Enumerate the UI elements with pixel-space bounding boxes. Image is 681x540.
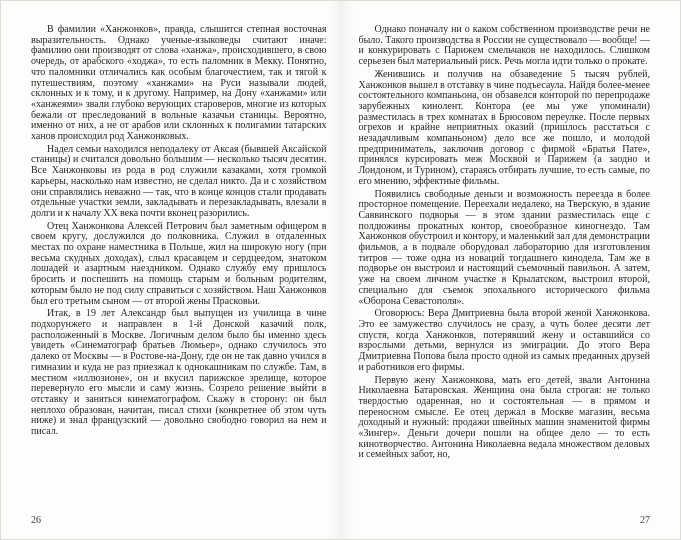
- paragraph: Оговорюсь: Вера Дмитриевна была второй женой Ханжонкова. Это ее замужество случилось не сразу, а чуть более десяти лет спустя, когда Ханжонков, потерявший жену и оставшийся со взрослыми детьми, вернулся из эмиграции. До этого Вера Дмитриевна Попова была просто одной из самых преданных друзей и работников его фирмы.: [358, 308, 650, 373]
- paragraph: Надел семьи находился неподалеку от Аксая (бывшей Аксайской станицы) и считался довольно большим — несколько тысяч десятин. Все Ханжонковы из рода в род служили казаками, хотя громкой карьеры, насколько нам известно, не сделал никто. Да и с хозяйством они справлялись неважно — так, что в конце концов стали продавать отдельные участки земли, закладывать и перезакладывать, влезали в долги и к началу XX века почти вконец разорились.: [31, 143, 327, 219]
- page-number-left: 26: [31, 515, 41, 526]
- page-number-right: 27: [640, 515, 650, 526]
- paragraph: Однако поначалу ни о каком собственном производстве речи не было. Такого производства в России не существовало — вообще! — и конкурировать с Парижем смельчаков не находилось. Слишком серьезен был материальный риск. Речь могла идти только о прокате.: [358, 24, 650, 68]
- right-page: [341, 1, 681, 539]
- paragraph: Появились свободные деньги и возможность переезда в более просторное помещение. Переехали недалеко, на Тверскую, в здание Саввинского подворья — в этом здании разместилась еще с полдюжины прокатных контор, своеобразное киногнездо. Там Ханжонков обустроил и контору, и маленький зал для демонстрации фильмов, а в подвале оборудовал лабораторию для изготовления титров — тоже одна из новаций тогдашнего кинодела. Там же в подворье он выстроил и настоящий съемочный павильон. А затем, уже на своем личном участке в Крылатском, выстроил второй, специально для съемок эпохального исторического фильма «Оборона Севастополя».: [358, 188, 650, 307]
- paragraph: Первую жену Ханжонкова, мать его детей, звали Антонина Николаевна Батаровская. Женщина она была строгая: не только твердостью одаренная, но и состоятельная — в прямом и переносном смысле. Ее отец держал в Москве магазин, весьма доходный и нужный: продажи швейных машин знаменитой фирмы «Зингер». Деньги дочери пошли на общее дело — то есть кинотворчество. Антонина Николаевна ведала множеством деловых и семейных забот, но,: [358, 374, 650, 461]
- paragraph: Женившись и получив на обзаведение 5 тысяч рублей, Ханжонков вышел в отставку в чине подъесаула. Найдя более-менее состоятельного компаньона, он обзавелся конторой по перепродаже зарубежных кинолент. Контора (ее мы уже упоминали) разместилась в трех комнатах в Брюсовом переулке. После первых огрехов и крайне неприятных оказий (пришлось расстаться с незадачливым компаньоном) дело все же пошло, и молодой предприниматель, заключив договор с фирмой «Братья Пате», принялся курсировать меж Москвой и Парижем (а заодно и Лондоном, и Турином), стараясь отбирать лучшие, то есть самые, по его мнению, эффектные фильмы.: [358, 68, 650, 187]
- paragraph: Отец Ханжонкова Алексей Петрович был заметным офицером в своем кругу, дослужился до полковника. Служил в отдаленных местах по охране наместника в Польше, жил на широкую ногу (при весьма скудных доходах), слыл красавцем и сердцеедом, знатоком лошадей и азартным наездником. Однако службу ему пришлось бросить и поспешить на помощь старым и больным родителям, которым было не под силу справиться с хозяйством. Наш Ханжонков был его третьим сыном — от второй жены Прасковьи.: [31, 220, 327, 307]
- paragraph: Итак, в 19 лет Александр был выпущен из училища в чине подхорунжего и направлен в 1-й Донской казачий полк, расположенный в Москве. Логичным делом было бы именно здесь увидеть «Синематограф братьев Люмьер», однако случилось это далеко от Москвы — в Ростове-на-Дону, где он не так давно учился в гимназии и куда не раз приезжал к однокашникам по службе. Там, в местном «иллюзионе», он и вкусил парижское зрелище, которое перевернуло его мысли и саму жизнь. Созрело решение выйти в отставку и заняться кинематографом. Скажу в сторону: он был неплохо образован, начитан, писал стихи (конкретнее об этом чуть ниже) и знал французский — довольно свободно говорил на нем и писал.: [31, 308, 327, 438]
- paragraph: В фамилии «Ханжонков», правда, слышится степная восточная выразительность. Однако ученые-языковеды считают иначе: фамилию они производят от слова «ханжа», происходившего, в свою очередь, от арабского «ходжа», то есть паломник в Мекку. Понятно, что паломники отличались как особым благочестием, так и тягой к путешествиям, поэтому «ханжами» на Руси называли людей, склонных и к тому, и к другому. Например, на Дону «ханжами» или «ханжеями» звали глубоко верующих староверов, многие из которых бежали от преследований в вольные казачьи станицы. Вероятно, именно от них, а не от арабов или склонных к полигамии татарских ханов происходил род Ханжонковых.: [31, 24, 327, 143]
- left-page: [1, 1, 341, 539]
